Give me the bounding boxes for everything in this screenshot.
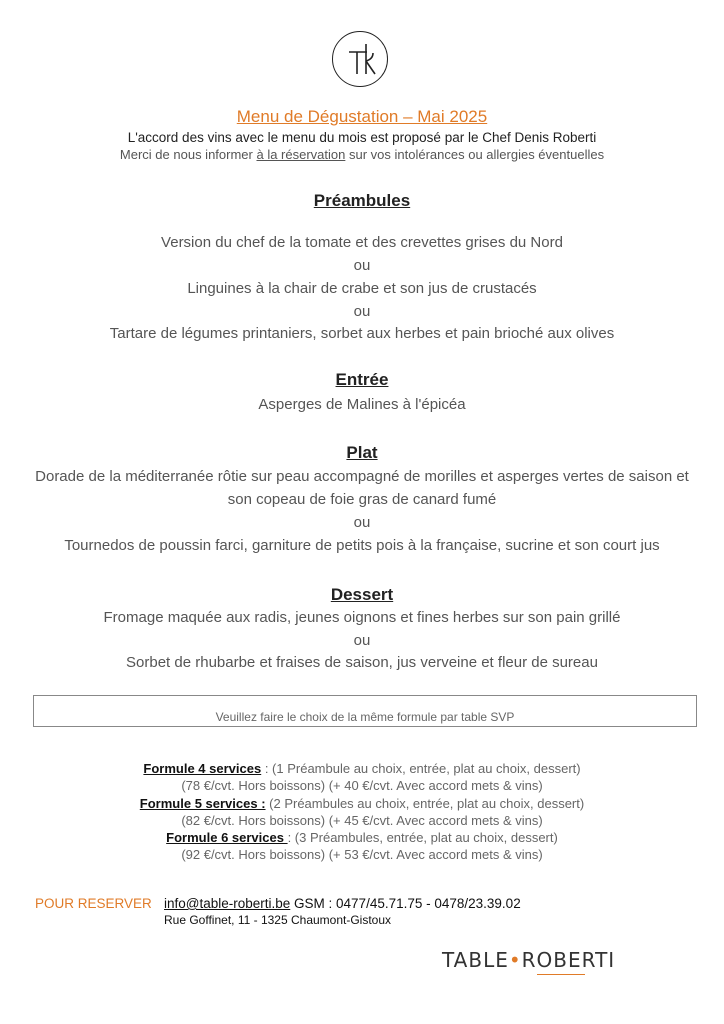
section-heading-entree: Entrée <box>335 370 389 389</box>
brand-underline <box>537 974 585 975</box>
email-link[interactable]: info@table-roberti.be <box>164 896 291 911</box>
formula-detail: (2 Préambules au choix, entrée, plat au choix, dessert) <box>265 796 585 811</box>
formula-detail: : (1 Préambule au choix, entrée, plat au choix, dessert) <box>261 761 581 776</box>
section-heading-plat: Plat <box>346 443 378 462</box>
formula-notice: Veuillez faire le choix de la même formule par table SVP <box>215 710 515 724</box>
brand-part2: ROBERTI <box>521 948 616 972</box>
formula-5-price: (82 €/cvt. Hors boissons) (+ 45 €/cvt. Avec accord mets & vins) <box>181 813 543 828</box>
formula-4-price: (78 €/cvt. Hors boissons) (+ 40 €/cvt. Avec accord mets & vins) <box>181 778 543 793</box>
formula-6-price: (92 €/cvt. Hors boissons) (+ 53 €/cvt. Avec accord mets & vins) <box>181 847 543 862</box>
formula-5 <box>0 795 724 812</box>
menu-item-or: ou <box>353 514 371 531</box>
menu-item-or: ou <box>353 632 371 649</box>
menu-item-or: ou <box>353 257 371 274</box>
brand-logo <box>442 948 615 972</box>
menu-item: Linguines à la chair de crabe et son jus de crustacés <box>187 280 537 297</box>
allergy-notice-link: à la réservation <box>256 147 346 162</box>
section-heading-preambules: Préambules <box>313 191 411 210</box>
formula-name: Formule 6 services <box>166 830 288 845</box>
reservation-contact <box>164 896 521 911</box>
formula-4 <box>0 760 724 777</box>
menu-item: Tartare de légumes printaniers, sorbet aux herbes et pain brioché aux olives <box>109 325 615 342</box>
menu-item: Fromage maquée aux radis, jeunes oignons et fines herbes sur son pain grillé <box>103 609 621 626</box>
menu-item: Tournedos de poussin farci, garniture de petits pois à la française, sucrine et son court jus <box>64 537 660 554</box>
menu-item: Asperges de Malines à l'épicéa <box>258 396 466 413</box>
formula-notice-box <box>33 695 697 727</box>
menu-item: son copeau de foie gras de canard fumé <box>227 491 497 508</box>
formula-name: Formule 5 services : <box>139 796 266 811</box>
logo <box>332 31 388 87</box>
menu-title: Menu de Dégustation – Mai 2025 <box>236 107 488 126</box>
reservation-label: POUR RESERVER <box>35 896 152 911</box>
phone-numbers: GSM : 0477/45.71.75 - 0478/23.39.02 <box>290 896 521 911</box>
formula-6 <box>0 829 724 846</box>
section-heading-dessert: Dessert <box>330 585 394 604</box>
menu-item: Sorbet de rhubarbe et fraises de saison, jus verveine et fleur de sureau <box>126 654 598 671</box>
address: Rue Goffinet, 11 - 1325 Chaumont-Gistoux <box>164 913 392 927</box>
wine-pairing-intro: L'accord des vins avec le menu du mois est proposé par le Chef Denis Roberti <box>127 130 597 145</box>
allergy-notice-before: Merci de nous informer <box>119 147 257 162</box>
allergy-notice-after: sur vos intolérances ou allergies éventuelles <box>345 147 605 162</box>
tr-monogram-icon <box>333 32 389 88</box>
formula-detail: : (3 Préambules, entrée, plat au choix, dessert) <box>287 830 558 845</box>
brand-part1: TABLE <box>442 948 509 972</box>
menu-item-or: ou <box>353 303 371 320</box>
allergy-notice <box>0 147 724 162</box>
menu-item: Dorade de la méditerranée rôtie sur peau accompagné de morilles et asperges vertes de saison et <box>35 468 689 485</box>
formula-name: Formule 4 services <box>143 761 262 776</box>
brand-dot: • <box>508 948 522 972</box>
menu-item: Version du chef de la tomate et des crevettes grises du Nord <box>161 234 563 251</box>
